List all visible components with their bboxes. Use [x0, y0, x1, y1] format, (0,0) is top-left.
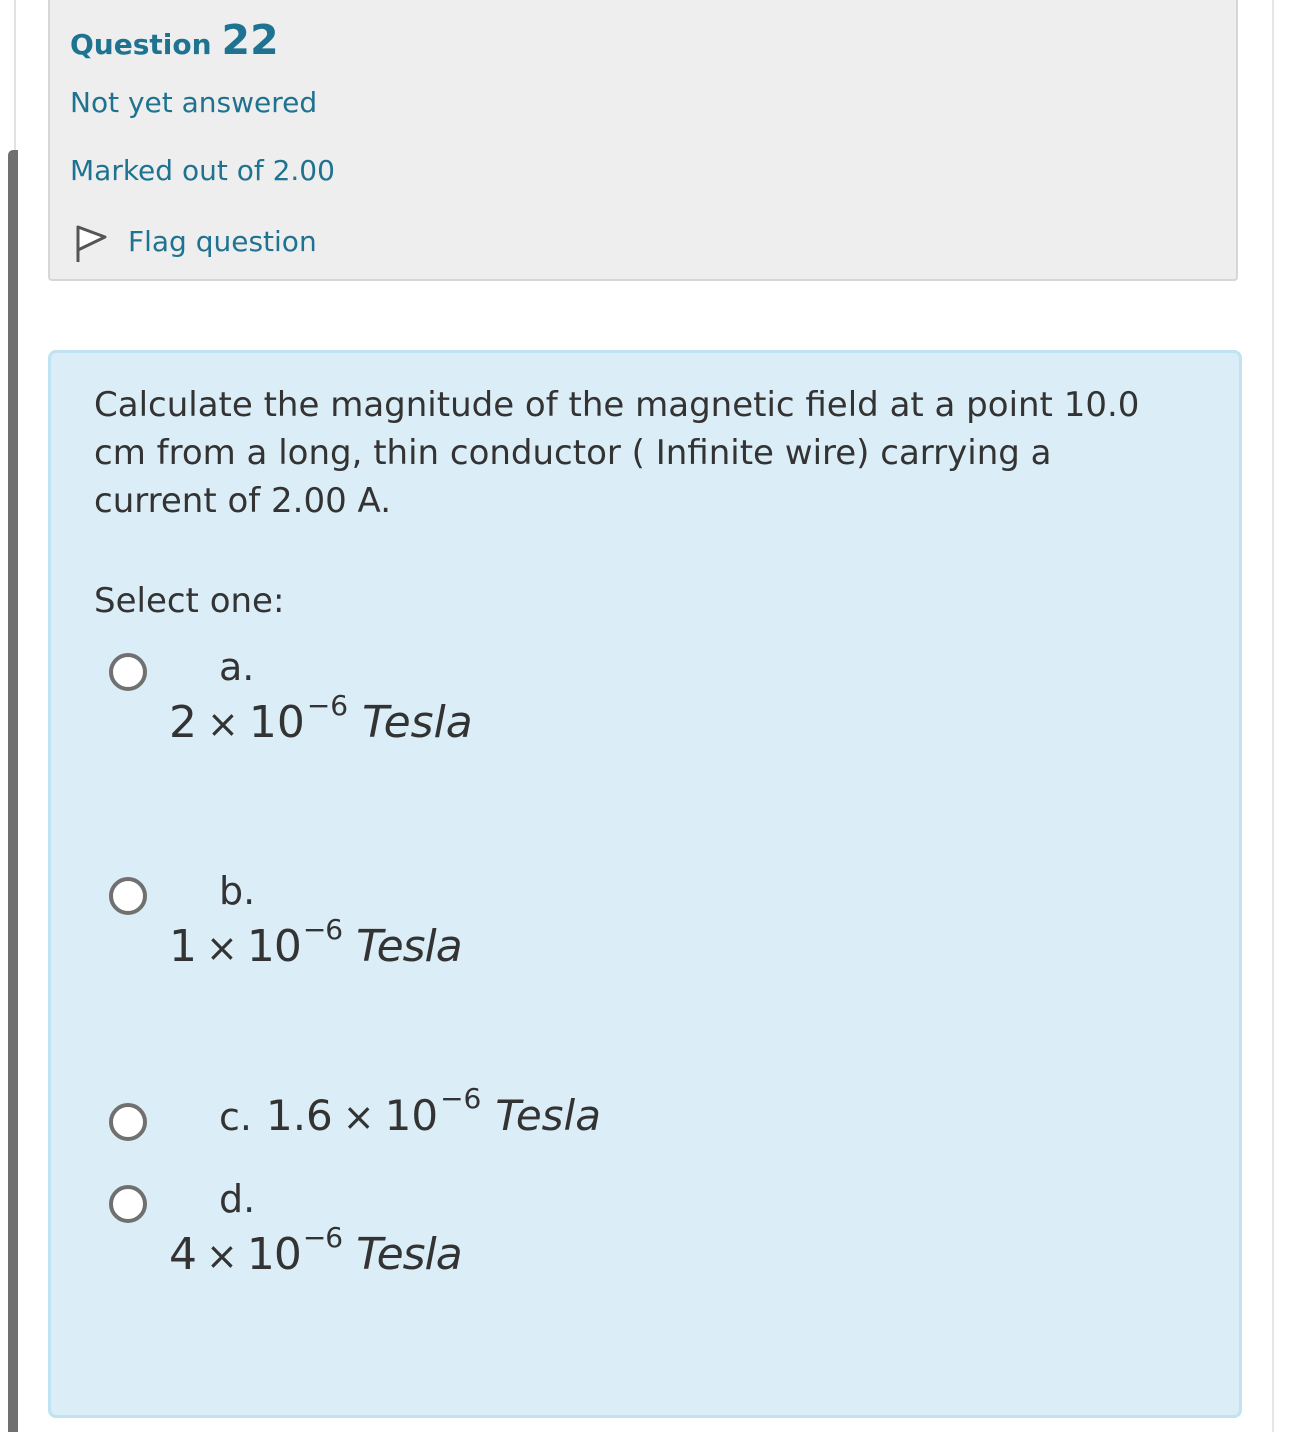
option-formula-d — [169, 1221, 462, 1280]
answer-option-d[interactable] — [51, 1175, 1239, 1295]
formula-unit: Tesla — [362, 697, 473, 748]
option-formula-a — [169, 689, 473, 748]
formula-unit: Tesla — [495, 1091, 601, 1140]
formula-base: 10 — [246, 921, 301, 972]
question-grade: Marked out of 2.00 — [70, 154, 335, 187]
radio-button-a[interactable] — [109, 653, 147, 691]
formula-base: 10 — [246, 1229, 301, 1280]
answer-option-b[interactable] — [51, 867, 1239, 987]
formula-times: × — [206, 1234, 237, 1278]
formula-unit: Tesla — [356, 921, 462, 972]
question-title — [70, 16, 279, 64]
formula-coefficient: 1.6 — [265, 1091, 333, 1140]
flag-icon — [74, 224, 108, 264]
flag-question-link[interactable] — [74, 218, 317, 264]
option-letter-b: b. — [219, 869, 256, 913]
formula-exponent: −6 — [302, 1221, 343, 1254]
option-letter-a: a. — [219, 645, 255, 689]
formula-exponent: −6 — [306, 689, 349, 722]
answer-option-c[interactable] — [51, 1083, 1239, 1153]
answer-option-a[interactable] — [51, 643, 1239, 763]
radio-button-b[interactable] — [109, 877, 147, 915]
formula-coefficient: 2 — [169, 697, 197, 748]
formula-times: × — [206, 926, 237, 970]
option-formula-c — [265, 1082, 601, 1140]
right-rule — [1272, 0, 1274, 1432]
formula-exponent: −6 — [440, 1082, 482, 1115]
formula-times: × — [342, 1095, 375, 1139]
left-rule-thin — [14, 0, 16, 150]
option-letter-d: d. — [219, 1177, 256, 1221]
question-info-panel — [48, 0, 1238, 281]
select-prompt: Select one: — [94, 581, 285, 621]
question-number: 22 — [221, 16, 279, 64]
radio-button-d[interactable] — [109, 1185, 147, 1223]
formula-coefficient: 1 — [169, 921, 196, 972]
radio-button-c[interactable] — [109, 1103, 147, 1141]
formula-base: 10 — [248, 697, 305, 748]
formula-exponent: −6 — [302, 913, 343, 946]
formula-coefficient: 4 — [169, 1229, 196, 1280]
option-letter-c: c. — [219, 1095, 252, 1139]
question-formulation — [48, 350, 1242, 1418]
left-scroll-bar[interactable] — [8, 150, 18, 1432]
question-text: Calculate the magnitude of the magnetic field at a point 10.0 cm from a long, thin conductor ( Infinite wire) carrying a current of 2.00 A. — [94, 385, 1140, 521]
flag-question-label: Flag question — [128, 224, 317, 258]
option-line-c — [219, 1082, 601, 1140]
formula-unit: Tesla — [356, 1229, 462, 1280]
option-formula-b — [169, 913, 462, 972]
formula-times: × — [207, 702, 239, 746]
question-state: Not yet answered — [70, 86, 318, 119]
formula-base: 10 — [384, 1091, 439, 1140]
question-word: Question — [70, 28, 212, 61]
